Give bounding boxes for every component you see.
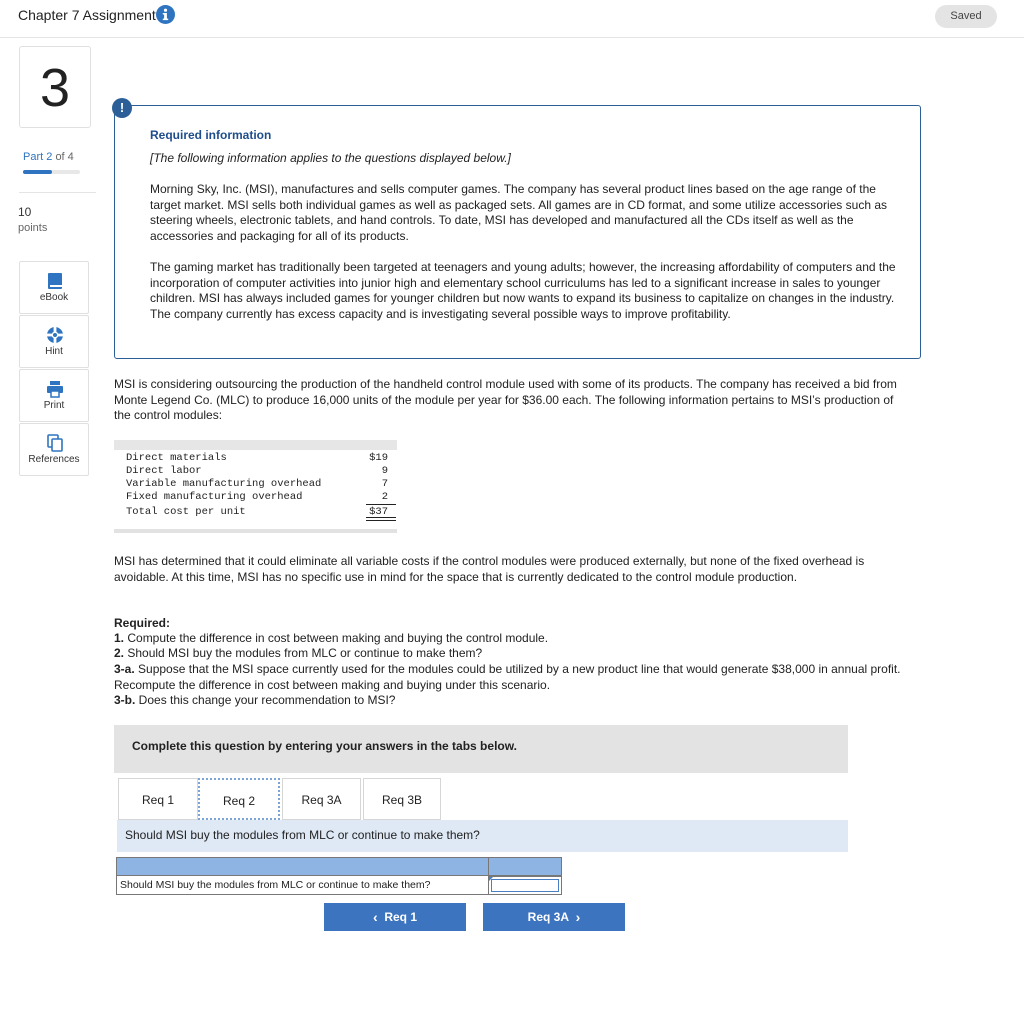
cost-label: Variable manufacturing overhead (126, 478, 322, 490)
answer-row-label: Should MSI buy the modules from MLC or continue to make them? (116, 876, 488, 895)
cost-value: 7 (381, 478, 388, 490)
requirement-item (114, 646, 914, 662)
points-label: points (18, 222, 48, 234)
tab-req-3b[interactable]: Req 3B (363, 778, 441, 820)
requirement-text: Compute the difference in cost between making and buying the control module. (124, 631, 549, 645)
answer-table-header (116, 857, 562, 876)
printer-icon (46, 380, 64, 398)
lifebuoy-icon (46, 326, 64, 344)
answer-table (116, 857, 562, 895)
question-number: 3 (19, 46, 91, 128)
next-req-label: Req 3A (527, 910, 569, 924)
requirement-number: 2. (114, 646, 125, 660)
cost-value: $19 (369, 452, 388, 464)
cost-label: Total cost per unit (126, 506, 246, 518)
ebook-button[interactable] (19, 261, 89, 314)
prev-req-button[interactable] (324, 903, 466, 931)
part-indicator (23, 151, 74, 163)
question-text: Should MSI buy the modules from MLC or continue to make them? (125, 828, 480, 842)
answer-dropdown[interactable] (488, 876, 562, 895)
hint-label: Hint (45, 346, 63, 357)
requirement-text: Should MSI buy the modules from MLC or continue to make them? (124, 646, 483, 660)
part-progress-bar (23, 170, 80, 174)
info-icon[interactable] (156, 5, 175, 24)
requirement-number: 1. (114, 631, 125, 645)
dropdown-marker-icon (489, 877, 493, 881)
part-progress-fill (23, 170, 52, 174)
alert-icon: ! (112, 98, 132, 118)
ebook-label: eBook (39, 292, 69, 303)
applies-note: [The following information applies to the questions displayed below.] (150, 151, 511, 165)
chevron-left-icon: ‹ (372, 909, 378, 925)
answer-input-focus[interactable] (491, 879, 559, 892)
total-double-rule (366, 517, 396, 521)
requirement-text: Does this change your recommendation to MSI? (135, 693, 396, 707)
tab-req-1[interactable]: Req 1 (118, 778, 198, 820)
cost-label: Fixed manufacturing overhead (126, 491, 303, 503)
requirement-number: 3-a. (114, 662, 135, 676)
chevron-right-icon: › (575, 909, 581, 925)
print-button[interactable] (19, 369, 89, 422)
info-icon-glyph (156, 5, 175, 24)
hint-button[interactable] (19, 315, 89, 368)
next-req-button[interactable] (483, 903, 625, 931)
header-divider (488, 858, 489, 877)
instructions-banner (114, 725, 848, 773)
book-icon (46, 272, 64, 290)
part-current: 2 (46, 151, 53, 163)
part-total: of 4 (55, 151, 74, 163)
required-heading: Required: (114, 616, 171, 630)
cost-row (126, 491, 388, 504)
problem-after-table: MSI has determined that it could eliminate all variable costs if the control modules were produced externally, but none of the fixed overhead is avoidable. At this time, MSI has no specific use in mind for the space that is currently dedicated to the control module production. (114, 554, 865, 584)
cost-value: 9 (381, 465, 388, 477)
cost-row (126, 452, 388, 465)
question-bar (117, 820, 848, 852)
instructions-text: Complete this question by entering your answers in the tabs below. (132, 739, 517, 753)
points-value: 10 (18, 205, 32, 219)
cost-table (114, 440, 397, 533)
top-bar (0, 0, 1024, 38)
cost-value: 2 (381, 491, 388, 503)
requirement-text: Suppose that the MSI space currently used for the modules could be utilized by a new product line that would generate $38,000 in annual profit. Recompute the difference in cost between making and buying under this scenario. (114, 662, 901, 692)
references-button[interactable] (19, 423, 89, 476)
cost-label: Direct materials (126, 452, 227, 464)
requirement-number: 3-b. (114, 693, 136, 707)
info-paragraph-2: The gaming market has traditionally been targeted at teenagers and young adults; however, the increasing affordability of computers and the incorporation of computer activities into junior high and elementary school curriculums has led to a significant increase in sales to younger children. MSI has always included games for younger children but now wants to expand its business to capitalize on changes in the industry. The company currently has excess capacity and is investigating several possible ways to improve profitability. (150, 260, 896, 321)
sidebar-divider (19, 192, 96, 193)
copy-icon (46, 434, 64, 452)
references-label: References (28, 454, 80, 465)
requirement-item (114, 693, 914, 709)
info-paragraph-1: Morning Sky, Inc. (MSI), manufactures and sells computer games. The company has several product lines based on the age range of the target market. MSI sells both individual games as well as packaged sets. All games are in CD format, and some utilize accessories such as steering wheels, electronic tablets, and hand controls. To date, MSI has developed and manufactured all the CDs itself as well as the accessories and packaging for all of its products. (150, 182, 887, 243)
problem-intro: MSI is considering outsourcing the production of the handheld control module used with some of its products. The company has received a bid from Monte Legend Co. (MLC) to produce 16,000 units of the module per year for $36.00 each. The following information pertains to MSI’s production of the control modules: (114, 377, 897, 423)
requirement-item (114, 631, 914, 647)
part-prefix: Part (23, 151, 44, 163)
tab-req-3a[interactable]: Req 3A (282, 778, 361, 820)
assignment-title: Chapter 7 Assignment (18, 7, 156, 23)
cost-row-total (126, 506, 388, 519)
required-information-title: Required information (150, 128, 272, 142)
saved-status-badge: Saved (935, 5, 997, 28)
requirement-item (114, 662, 914, 693)
prev-req-label: Req 1 (384, 910, 418, 924)
cost-value: $37 (369, 506, 388, 518)
cost-label: Direct labor (126, 465, 202, 477)
tab-req-2[interactable]: Req 2 (198, 778, 280, 820)
cost-row (126, 465, 388, 478)
subtotal-rule (366, 504, 396, 505)
print-label: Print (43, 400, 65, 411)
cost-row (126, 478, 388, 491)
